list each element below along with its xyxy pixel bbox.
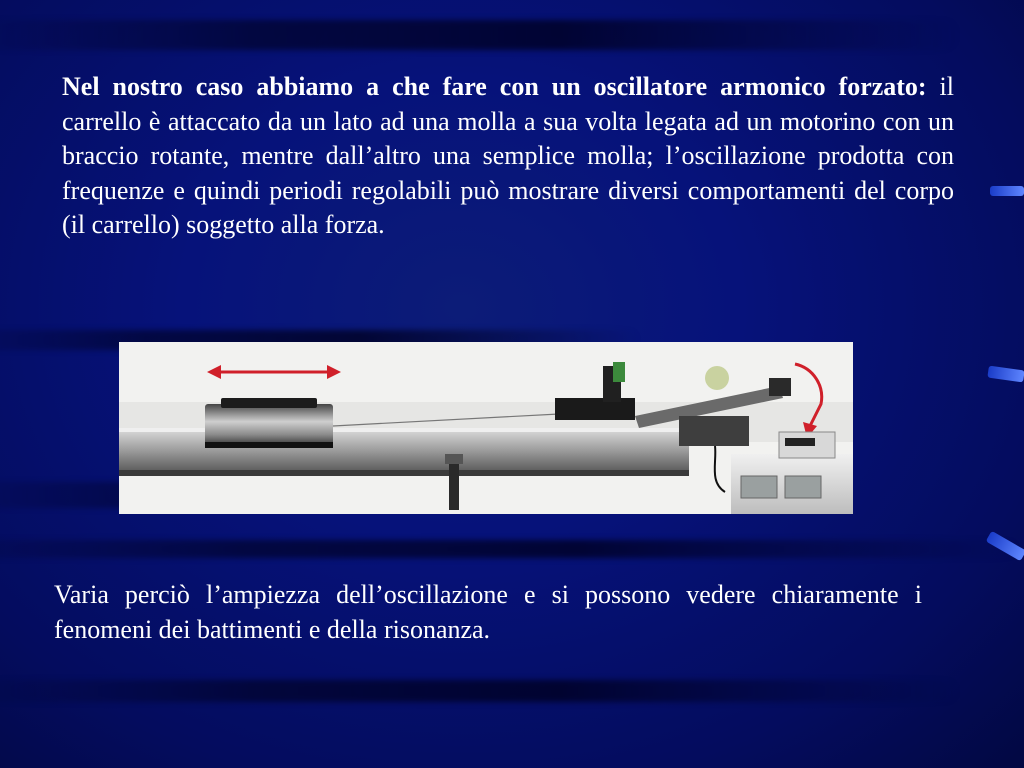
paragraph-conclusion: Varia perciò l’ampiezza dell’oscillazione e si possono vedere chiaramente i fenomeni dei battimenti e della risonanza.: [54, 580, 922, 644]
apparatus-illustration: [119, 342, 853, 514]
background-streak: [0, 20, 960, 50]
decorative-dash: [990, 186, 1024, 196]
paragraph-intro-bold: Nel nostro caso abbiamo a che fare con un oscillatore armonico forzato:: [62, 72, 927, 101]
background-streak: [0, 540, 1020, 558]
air-track: [119, 430, 689, 472]
apparatus-photo: [119, 342, 853, 514]
paragraph-intro-text: il carrello è attaccato da un lato ad una molla a sua volta legata ad un motorino con un braccio rotante, mentre dall’altro una semplice molla; l’oscillazione prodotta con frequenze e quindi periodi regolabili può mostrare diversi comportamenti del corpo (il carrello) soggetto alla forza.: [62, 72, 954, 239]
paragraph-intro: [62, 70, 954, 243]
track-support: [449, 460, 459, 510]
cart: [205, 398, 333, 448]
background-streak: [0, 680, 960, 702]
decorative-dash: [987, 366, 1024, 383]
